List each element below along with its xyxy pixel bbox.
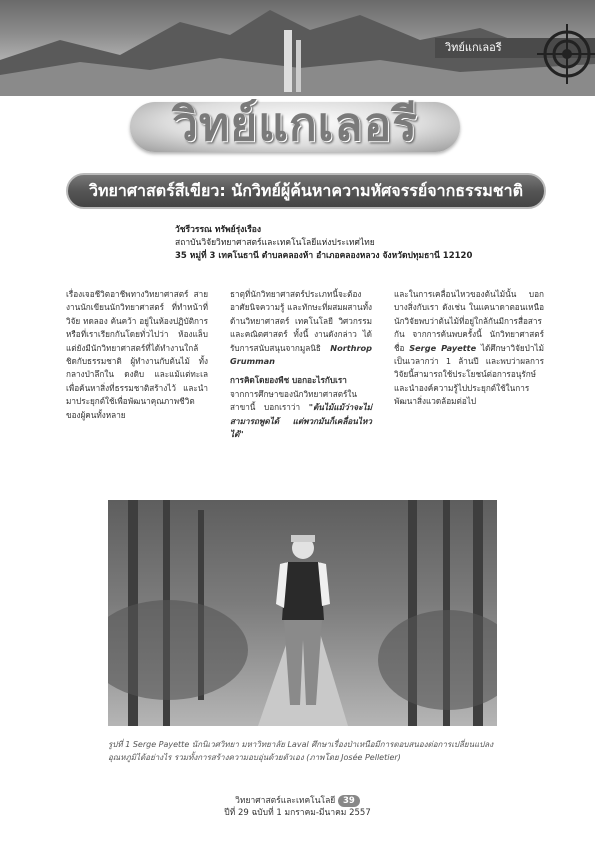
section-title-badge (130, 97, 460, 152)
target-icon (535, 22, 595, 86)
section-tab-label: วิทย์แกเลอรี (445, 41, 502, 54)
column-2-section-heading: การคิดโดยองพืช บอกอะไรกับเรา (230, 375, 347, 386)
issue-info: ปีที่ 29 ฉบับที่ 1 มกราคม-มีนาคม 2557 (224, 808, 371, 818)
column-3-text-2: ได้ศึกษาวิจัยป่าไม้เป็นเวลากว่า 1 ล้านปี และพบว่าผลการวิจัยนี้สามารถใช้ประโยชน์ต่อการอนุรักษ์ และนำองค์ความรู้ไปประยุกต์ใช้ในการพัฒนาสิ่งแวดล้อมต่อไป (394, 342, 544, 407)
figure-caption: รูปที่ 1 Serge Payette นักนิเวศวิทยา มหาวิทยาลัย Laval ศึกษาเรื่องป่าเหนือมีการตอบสนองต่อการเปลี่ยนแปลงอุณหภูมิได้อย่างไร รวมทั้งการสร้างความอบอุ่นด้วยตัวเอง (ภาพโดย Josée Pelletier) (108, 740, 494, 762)
column-3-scientist-name: Serge Payette (409, 342, 477, 353)
article-column-1 (66, 288, 208, 422)
column-1-text: เรื่องเจอชีวิตอาชีพทางวิทยาศาสตร์ สายงานนักเขียนนักวิทยาศาสตร์ ที่ทำหน้าที่วิจัย ทดลอง ค้นคว้า อยู่ในห้องปฏิบัติการ หรือที่เราเรียกกันโดยทั่วไปว่า ห้องแล็บ แต่ยังมีนักวิทยาศาสตร์ที่ได้ทำงานใกล้ชิดกับธรรมชาติ ผู้ทำงานกับต้นไม้ ทั้งกลางป่าลึกใน ดงดิบ และแม้แต่ทะเล เพื่อค้นหาสิ่งที่ธรรมชาติสร้างไว้ และนำมาประยุกต์ใช้เพื่อพัฒนาคุณภาพชีวิตของผู้คนทั้งหลาย (66, 289, 208, 420)
article-column-2 (230, 288, 372, 441)
author-affiliation: สถาบันวิจัยวิทยาศาสตร์และเทคโนโลยีแห่งประเทศไทย (175, 238, 375, 248)
article-column-3 (394, 288, 544, 409)
article-headline: วิทยาศาสตร์สีเขียว: นักวิทย์ผู้ค้นหาความหัศจรรย์จากธรรมชาติ (66, 173, 546, 209)
author-name: วัชรีวรรณ ทรัพย์รุ่งเรือง (175, 225, 262, 235)
magazine-name: วิทยาศาสตร์และเทคโนโลยี (235, 796, 336, 806)
column-2-text: ธาตุที่นักวิทยาศาสตร์ประเภทนี้จะต้องอาศัยนิจความรู้ และทักษะที่ผสมผสานทั้งด้านวิทยาศาสตร์ เทคโนโลยี วิศวกรรม และคณิตศาสตร์ ทั้งนี้ งานดังกล่าว ได้รับการสนับสนุนจากมูลนิธิ (230, 289, 372, 353)
page-footer (0, 795, 595, 819)
header-banner (0, 0, 595, 96)
column-3-text: และในการเคลื่อนไหวของต้นไม้นั้น บอกบางสิ่งกับเรา ดังเช่น ในแคนาดาตอนเหนือ นักวิจัยพบว่าต้นไม้ที่อยู่ใกล้กันมีการสื่อสารกัน จากการค้นพบครั้งนี้ นักวิทยาศาสตร์ชื่อ (394, 289, 544, 353)
column-2-organization: Northrop Grumman (230, 342, 372, 367)
column-2-text-2: จากการศึกษาของนักวิทยาศาสตร์ในสาขานี้ บอกเราว่า (230, 388, 358, 413)
author-block (175, 224, 472, 263)
forest-photo-illustration (108, 500, 497, 726)
section-title: วิทย์แกเลอรี (172, 97, 418, 151)
column-2-quote: "ต้นไม้แม้ว่าจะไม่สามารถพูดได้ แต่พวกมันก็เคลื่อนไหวได้" (230, 402, 372, 440)
author-address: 35 หมู่ที่ 3 เทคโนธานี ตำบลคลองห้า อำเภอคลองหลวง จังหวัดปทุมธานี 12120 (175, 251, 473, 261)
forest-path-photo (108, 500, 497, 726)
page-number: 39 (338, 795, 360, 807)
